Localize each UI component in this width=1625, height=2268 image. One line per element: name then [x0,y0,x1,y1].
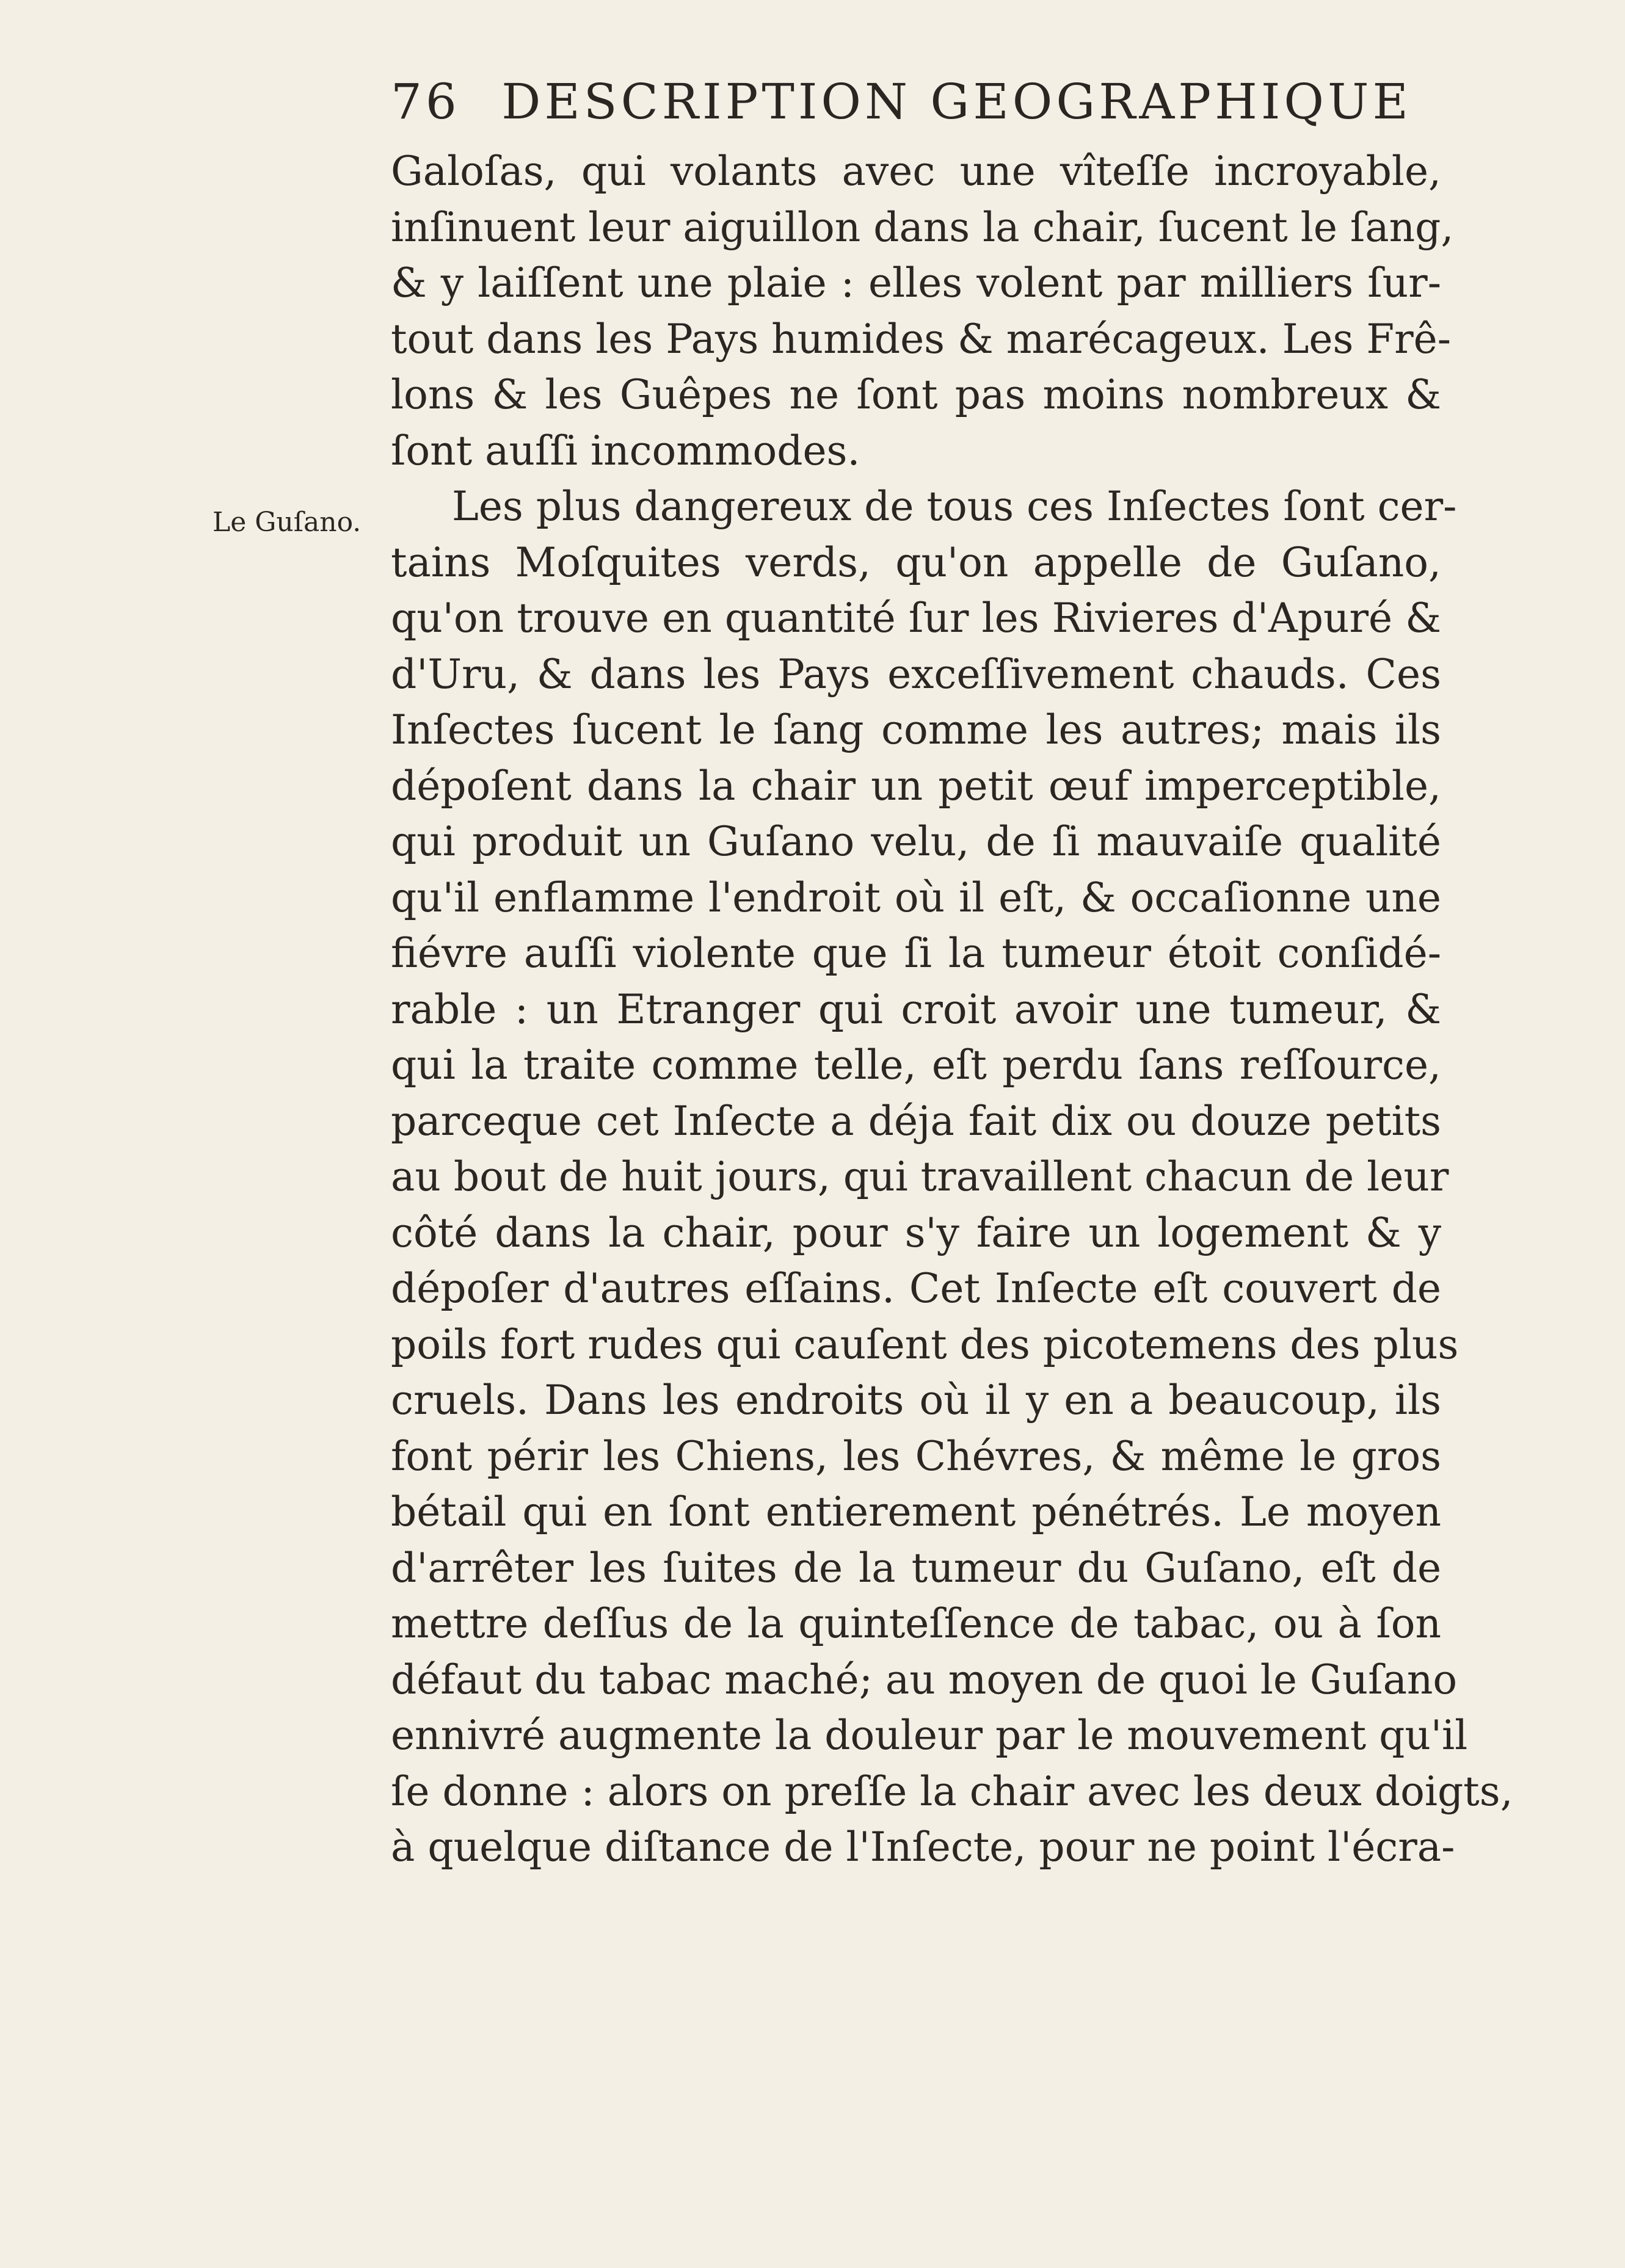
text-line: défaut du tabac maché; au moyen de quoi le Guſano [391,1656,1458,1703]
text-line: ſont auſſi incommodes. [391,427,860,474]
text-line: Inſectes ſucent le ſang comme les autres; mais ils [391,706,1441,753]
text-line: dépoſer d'autres eſſains. Cet Inſecte eſt couvert de [391,1265,1441,1312]
text-line: parceque cet Inſecte a déja fait dix ou douze petits [391,1097,1441,1145]
text-line: tout dans les Pays humides & marécageux. Les Frê- [391,315,1452,363]
text-line: tains Moſquites verds, qu'on appelle de Guſano, [391,538,1441,586]
text-line: Galoſas, qui volants avec une vîteſſe incroyable, [391,148,1441,195]
text-line: rable : un Etranger qui croit avoir une tumeur, & [391,985,1441,1033]
text-line: bétail qui en ſont entierement pénétrés. Le moyen [391,1488,1441,1535]
text-line: qui la traite comme telle, eſt perdu ſans reſſource, [391,1042,1441,1089]
page-number: 76 [391,73,460,130]
text-line: Les plus dangereux de tous ces Inſectes ſont cer- [452,483,1457,530]
text-line: qu'on trouve en quantité ſur les Rivieres d'Apuré & [391,595,1441,642]
margin-note: Le Guſano. [213,507,362,538]
text-line: qui produit un Guſano velu, de ſi mauvaiſe qualité [391,818,1441,865]
text-line: fiévre auſſi violente que ſi la tumeur étoit conſidé- [391,930,1441,977]
text-line: au bout de huit jours, qui travaillent chacun de leur [391,1153,1449,1200]
text-line: d'Uru, & dans les Pays exceſſivement chauds. Ces [391,650,1441,698]
text-line: qu'il enflamme l'endroit où il eſt, & occaſionne une [391,874,1441,921]
text-line: cruels. Dans les endroits où il y en a beaucoup, ils [391,1377,1441,1424]
text-line: à quelque diſtance de l'Inſecte, pour ne point l'écra- [391,1824,1455,1871]
running-title: DESCRIPTION GEOGRAPHIQUE [501,73,1412,130]
text-line: font périr les Chiens, les Chévres, & même le gros [391,1432,1441,1480]
text-line: lons & les Guêpes ne ſont pas moins nombreux & [391,371,1441,418]
text-line: & y laiſſent une plaie : elles volent par milliers ſur- [391,259,1441,306]
text-line: d'arrêter les ſuites de la tumeur du Guſano, eſt de [391,1544,1441,1592]
text-line: côté dans la chair, pour s'y faire un logement & y [391,1209,1441,1256]
body-text [391,143,1513,1875]
text-line: poils fort rudes qui cauſent des picotemens des plus [391,1321,1459,1368]
text-line: ſe donne : alors on preſſe la chair avec les deux doigts, [391,1767,1513,1815]
text-line: ennivré augmente la douleur par le mouvement qu'il [391,1712,1468,1759]
text-line: inſinuent leur aiguillon dans la chair, ſucent le ſang, [391,203,1454,251]
text-line: mettre deſſus de la quinteſſence de tabac, ou à ſon [391,1600,1441,1647]
running-header [391,73,1429,140]
text-line: dépoſent dans la chair un petit œuf imperceptible, [391,762,1441,810]
